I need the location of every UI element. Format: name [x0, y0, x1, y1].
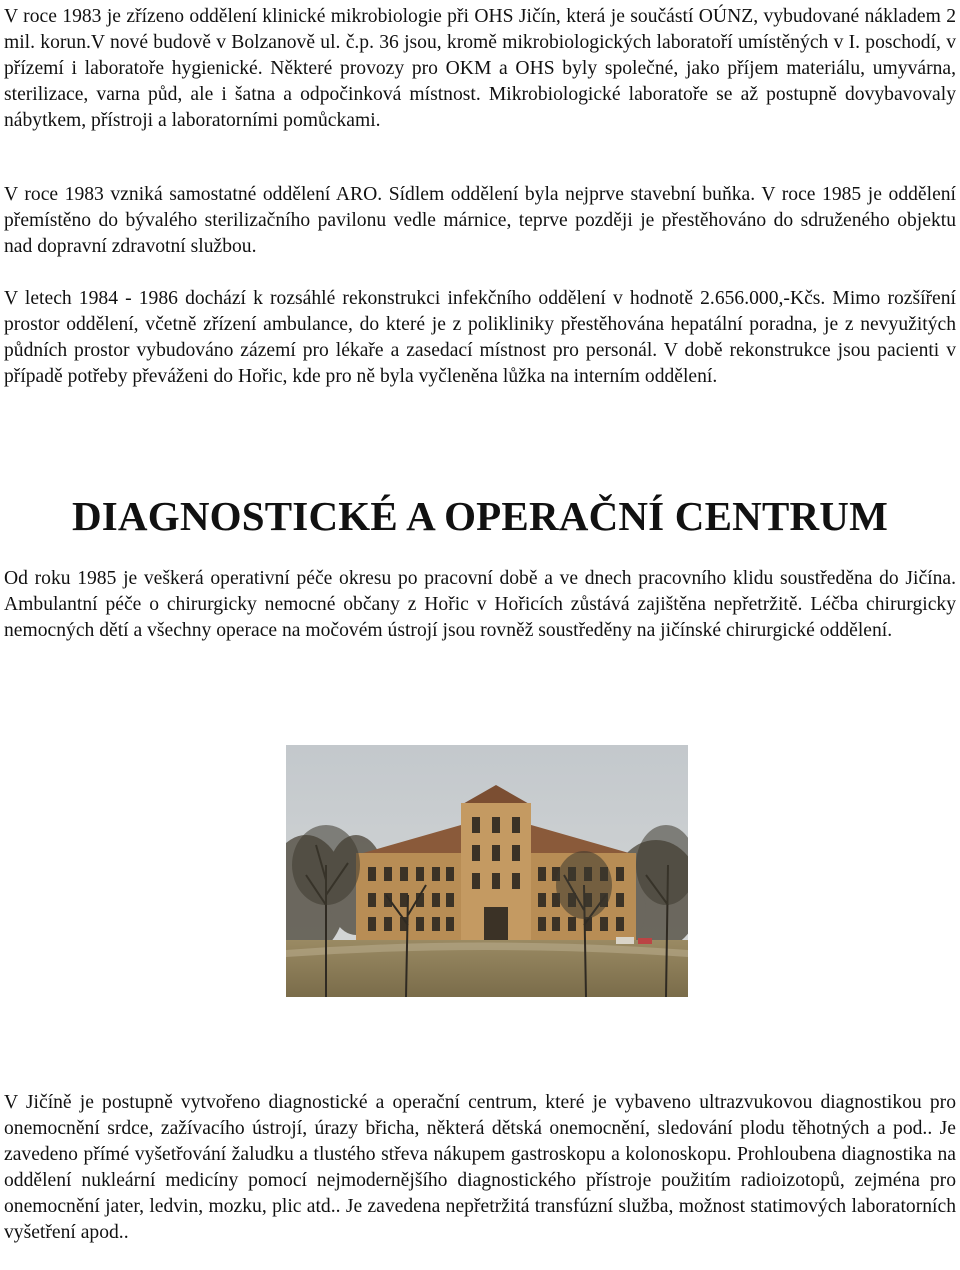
paragraph-microbiology: V roce 1983 je zřízeno oddělení klinické mikrobiologie při OHS Jičín, která je součástí OÚNZ, vybudované nákladem 2 mil. korun.V nové budově v Bolzanově ul. č.p. 36 jsou, kromě mikrobiologických laboratoří umístěných v I. poschodí, v přízemí i laboratoře hygienické. Některé provozy pro OKM a OHS byly společné, jako příjem materiálu, umyvárna, sterilizace, varna půd, ale i šatna a odpočinková místnost. Mikrobiologické laboratoře se až postupně dovybavovaly nábytkem, přístroji a laboratorními pomůckami. — [4, 6, 956, 131]
hospital-building-photo — [286, 745, 688, 997]
hospital-building-illustration — [286, 745, 688, 997]
paragraph-aro: V roce 1983 vzniká samostatné oddělení ARO. Sídlem oddělení byla nejprve stavební buňka. V roce 1985 je oddělení přemístěno do bývalého sterilizačního pavilonu vedle márnice, teprve později je přestěhováno do sdruženého objektu nad dopravní zdravotní službou. — [4, 184, 956, 257]
section-heading: DIAGNOSTICKÉ A OPERAČNÍ CENTRUM — [71, 493, 889, 539]
paragraph-operative-care: Od roku 1985 je veškerá operativní péče okresu po pracovní době a ve dnech pracovního klidu soustředěna do Jičína. Ambulantní péče o chirurgicky nemocné občany z Hořic v Hořicích zůstává zajištěna nepřetržitě. Léčba chirurgicky nemocných dětí a všechny operace na močovém ústrojí jsou rovněž soustředěny na jičínské chirurgické oddělení. — [4, 568, 956, 641]
paragraph-diagnostic-center: V Jičíně je postupně vytvořeno diagnostické a operační centrum, které je vybaveno ultrazvukovou diagnostikou pro onemocnění srdce, zažívacího ústrojí, úrazy břicha, některá dětská onemocnění, sledování plodu těhotných a pod.. Je zavedeno přímé vyšetřování žaludku a tlustého střeva nákupem gastroskopu a kolonoskopu. Prohloubena diagnostika na oddělení nukleární medicíny pomocí nejmodernějšího diagnostického přístroje použitím radioizotopů, zejména pro onemocnění jater, ledvin, mozku, plic atd.. Je zavedena nepřetržitá transfúzní služba, možnost statimových laboratorních vyšetření apod.. — [4, 1092, 956, 1243]
paragraph-infectious-ward: V letech 1984 - 1986 dochází k rozsáhlé rekonstrukci infekčního oddělení v hodnotě 2.656.000,-Kčs. Mimo rozšíření prostor oddělení, včetně zřízení ambulance, do které je z polikliniky přestěhována hepatální poradna, je z nevyužitých půdních prostor vybudováno zázemí pro lékaře a zasedací místnost pro personál. V době rekonstrukce jsou pacienti v případě potřeby převáženi do Hořic, kde pro ně byla vyčleněna lůžka na interním oddělení. — [4, 288, 956, 387]
